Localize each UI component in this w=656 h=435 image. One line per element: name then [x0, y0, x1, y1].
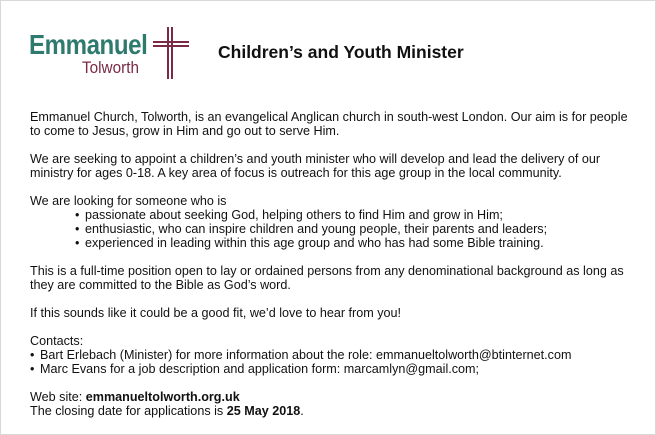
fit-paragraph: If this sounds like it could be a good fit, we’d love to hear from you!	[30, 306, 402, 320]
looking-for-line: We are looking for someone who is	[30, 194, 227, 208]
contacts-heading: Contacts:	[30, 334, 84, 348]
bullet: •	[75, 208, 80, 222]
contacts-section	[30, 334, 630, 376]
website-link[interactable]: emmanueltolworth.org.uk	[85, 390, 240, 404]
bullet: •	[30, 348, 35, 362]
fulltime-paragraph: This is a full-time position open to lay or ordained persons from any denominational background as long as they are committed to the Bible as God’s word.	[30, 264, 624, 292]
list-item: • experienced in leading within this age group and who has had some Bible training.	[75, 236, 544, 250]
website-line: Web site: emmanueltolworth.org.uk	[30, 390, 240, 404]
seeking-paragraph: We are seeking to appoint a children’s and youth minister who will develop and lead the delivery of our ministry for ages 0-18. A key area of focus is outreach for this age group in the local community.	[30, 152, 601, 180]
intro-paragraph: Emmanuel Church, Tolworth, is an evangelical Anglican church in south-west London. Our aim is for people to come to Jesus, grow in Him and go out to serve Him.	[30, 110, 628, 138]
bullet: •	[75, 236, 80, 250]
bullet: •	[75, 222, 80, 236]
closing-date-line: The closing date for applications is 25 May 2018.	[30, 404, 304, 418]
bullet: •	[30, 362, 35, 376]
church-logo	[29, 29, 189, 77]
cross-icon	[149, 27, 191, 79]
list-item: • passionate about seeking God, helping others to find Him and grow in Him;	[75, 208, 503, 222]
logo-name: Emmanuel	[29, 29, 148, 60]
contact-item: • Marc Evans for a job description and application form: marcamlyn@gmail.com;	[30, 362, 480, 376]
contact-item: • Bart Erlebach (Minister) for more information about the role: emmanueltolworth@btinternet.com	[30, 348, 572, 362]
list-item: • enthusiastic, who can inspire children and young people, their parents and leaders;	[75, 222, 548, 236]
qualities-list	[30, 208, 630, 250]
page-title: Children’s and Youth Minister	[218, 42, 464, 62]
logo-place: Tolworth	[82, 58, 139, 77]
closing-date: 25 May 2018	[226, 404, 301, 418]
advert-body	[30, 110, 630, 418]
